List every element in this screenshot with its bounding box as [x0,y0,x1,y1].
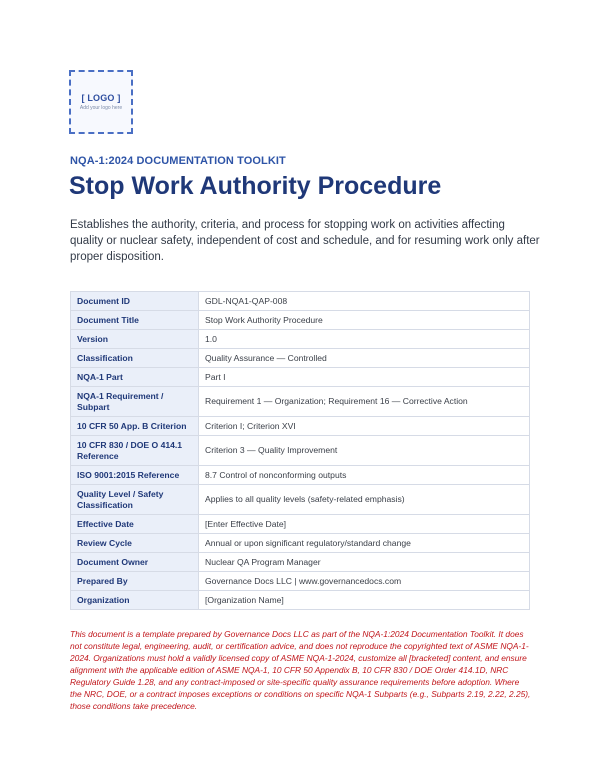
metadata-key: Review Cycle [71,534,199,553]
table-row [71,292,530,311]
table-row [71,311,530,330]
metadata-key: Document Title [71,311,199,330]
table-row [71,534,530,553]
metadata-value: GDL-NQA1-QAP-008 [199,292,530,311]
table-row [71,591,530,610]
logo-label: [ LOGO ] [81,93,121,103]
table-row [71,572,530,591]
table-row [71,368,530,387]
page-title: Stop Work Authority Procedure [69,172,442,200]
metadata-value: Part I [199,368,530,387]
metadata-key: 10 CFR 830 / DOE O 414.1 Reference [71,436,199,466]
metadata-value: Requirement 1 — Organization; Requirement 16 — Corrective Action [199,387,530,417]
metadata-value: [Enter Effective Date] [199,515,530,534]
metadata-value: Governance Docs LLC | www.governancedocs.com [199,572,530,591]
template-disclaimer: This document is a template prepared by Governance Docs LLC as part of the NQA-1:2024 Documentation Toolkit. It does not constitute legal, engineering, audit, or certification advice, and does not reproduce the copyrighted text of ASME NQA-1-2024. Organizations must hold a validly licensed copy of ASME NQA-1-2024, customize all [bracketed] content, and ensure alignment with the applicable edition of ASME NQA-1, 10 CFR 50 Appendix B, 10 CFR 830 / DOE Order 414.1D, NRC Regulatory Guide 1.28, and any contract-imposed or site-specific quality assurance requirements before adoption. Where the NRC, DOE, or a contract imposes exceptions or conditions on specific NQA-1 Subparts (e.g., Subparts 2.19, 2.22, 2.25), those conditions take precedence. [70,629,531,711]
metadata-key: NQA-1 Part [71,368,199,387]
document-metadata-table [70,291,530,610]
table-row [71,387,530,417]
metadata-value: Quality Assurance — Controlled [199,349,530,368]
metadata-value: Annual or upon significant regulatory/standard change [199,534,530,553]
metadata-value: 8.7 Control of nonconforming outputs [199,466,530,485]
metadata-value: Nuclear QA Program Manager [199,553,530,572]
table-row [71,436,530,466]
metadata-value: Stop Work Authority Procedure [199,311,530,330]
metadata-value: Criterion 3 — Quality Improvement [199,436,530,466]
table-row [71,349,530,368]
metadata-key: Quality Level / Safety Classification [71,485,199,515]
metadata-key: Document ID [71,292,199,311]
logo-hint: Add your logo here [79,105,123,111]
metadata-key: Effective Date [71,515,199,534]
document-description: Establishes the authority, criteria, and process for stopping work on activities affecting quality or nuclear safety, independent of cost and schedule, and for resuming work only after proper disposition. [70,219,540,263]
table-row [71,466,530,485]
table-row [71,515,530,534]
metadata-key: Document Owner [71,553,199,572]
metadata-key: Version [71,330,199,349]
table-row [71,330,530,349]
toolkit-label: NQA-1:2024 DOCUMENTATION TOOLKIT [70,155,286,167]
metadata-value: [Organization Name] [199,591,530,610]
metadata-value: Criterion I; Criterion XVI [199,417,530,436]
metadata-key: Prepared By [71,572,199,591]
metadata-value: 1.0 [199,330,530,349]
metadata-value: Applies to all quality levels (safety-related emphasis) [199,485,530,515]
table-row [71,553,530,572]
metadata-key: ISO 9001:2015 Reference [71,466,199,485]
metadata-key: Classification [71,349,199,368]
metadata-key: NQA-1 Requirement / Subpart [71,387,199,417]
table-row [71,485,530,515]
logo-placeholder[interactable] [69,70,133,134]
metadata-key: 10 CFR 50 App. B Criterion [71,417,199,436]
table-row [71,417,530,436]
metadata-key: Organization [71,591,199,610]
